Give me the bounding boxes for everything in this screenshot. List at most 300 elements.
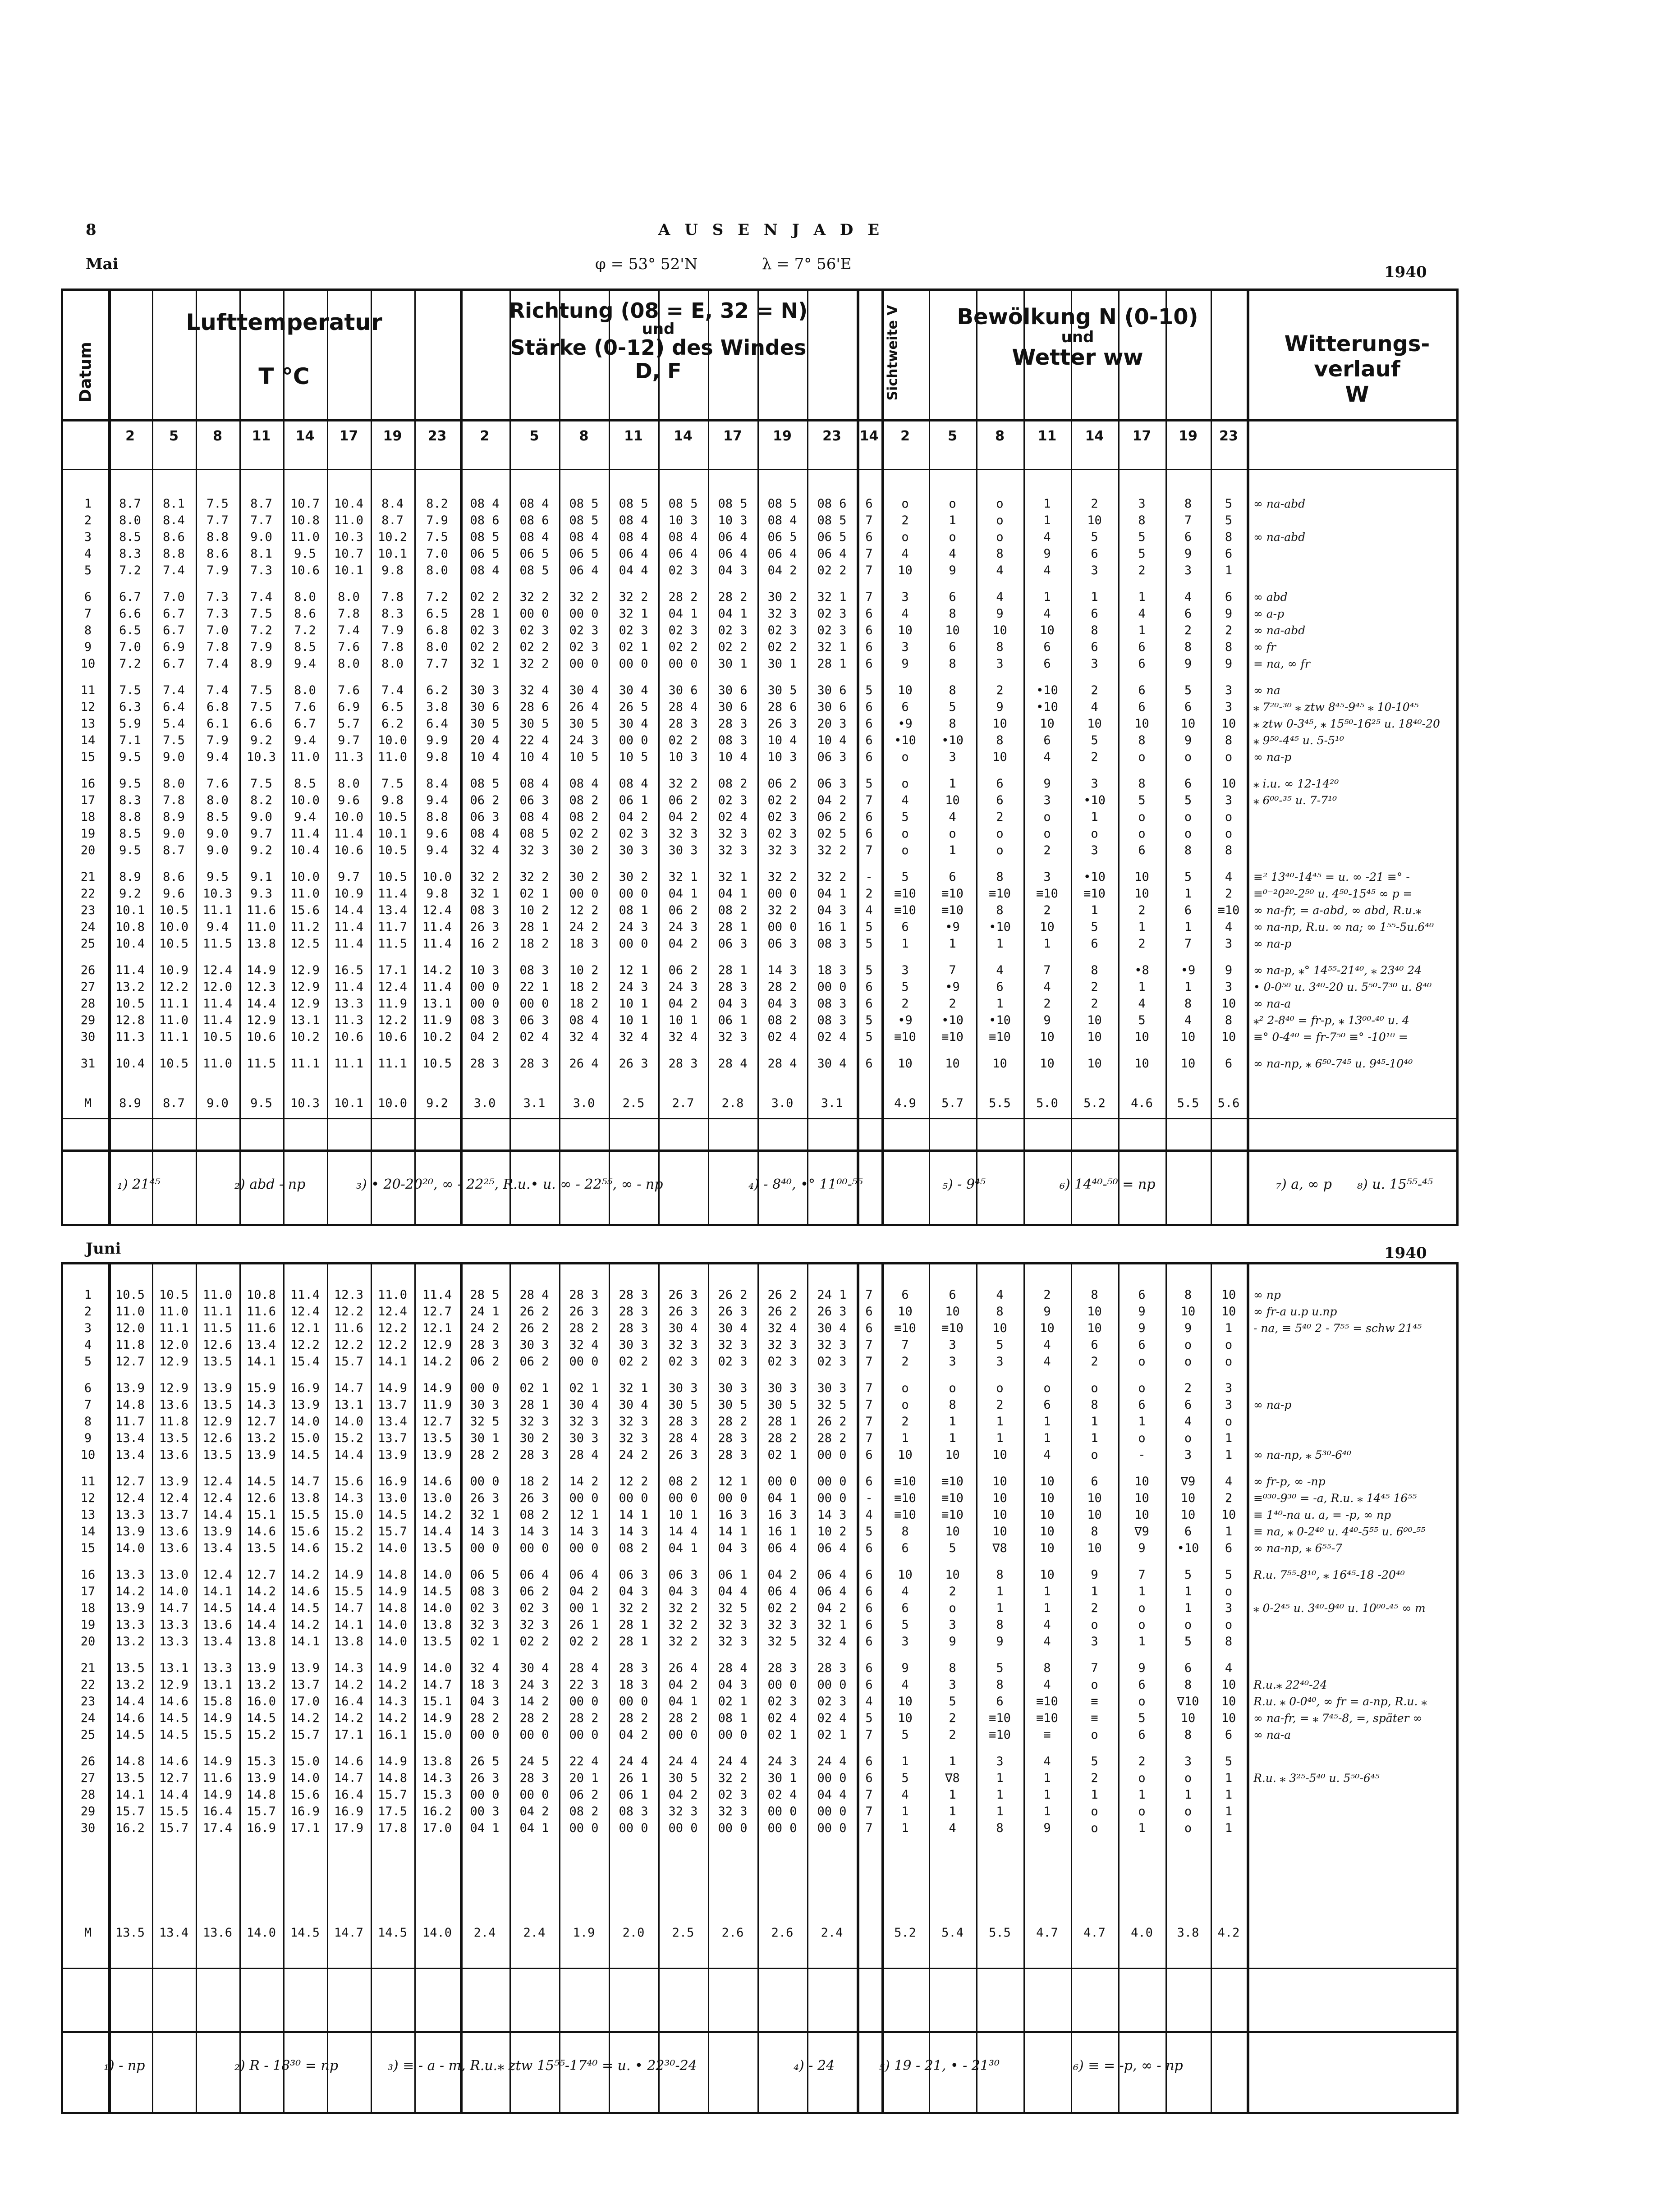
cloud-value: 2 [949,998,956,1010]
temperature-value: 10.5 [159,905,189,916]
cloud-value: o [949,498,956,510]
temperature-value: 8.2 [426,498,448,510]
temperature-value: 10.7 [290,498,320,510]
cloud-value: 10 [945,625,960,637]
temperature-value: 11.9 [377,998,408,1010]
cloud-value: 3 [1225,685,1233,696]
weather-notes: = na, ∞ fr [1253,658,1310,670]
temperature-value: 10.1 [377,828,408,840]
cloud-value: 2 [1225,888,1233,900]
temperature-value: 10.4 [115,938,145,950]
cloud-value: 3 [901,965,909,976]
cloud-value: o [1184,1772,1192,1784]
cloud-value: 5 [1184,685,1192,696]
wind-value: 02 1 [519,888,549,900]
cloud-value: •10 [941,1015,964,1026]
temp-unit: T °C [258,363,310,389]
cloud-value: 9 [996,608,1004,620]
wind-value: 14 3 [519,1526,549,1538]
temperature-value: 6.2 [426,685,448,696]
column-rule [327,291,328,1224]
wind-value: 32 1 [619,608,648,620]
wind-value: 28 2 [519,1713,549,1724]
cloud-value: 10 [992,1058,1007,1070]
temperature-value: 11.0 [290,751,320,763]
day-number: 14 [80,1526,96,1538]
footnote: ₁) 21⁴⁵ [117,1177,161,1192]
temperature-value: 14.2 [422,965,452,976]
wind-value: 00 0 [519,1729,549,1741]
cloud-value: 3 [1225,938,1233,950]
wind-value: 02 3 [767,811,797,823]
temperature-value: 11.0 [334,515,364,527]
wind-value: 02 2 [619,1356,648,1368]
temperature-value: 13.2 [115,981,145,993]
temperature-value: 6.6 [119,608,141,620]
cloud-value: 1 [1225,565,1233,577]
wind-value: 08 5 [519,565,549,577]
temperature-value: 11.1 [159,998,189,1010]
wind-value: 28 1 [519,921,549,933]
cloud-value: 10 [1221,718,1236,730]
weather-notes: ⁎ i.u. ∞ 12-14²⁰ [1253,778,1339,790]
cloud-value: 8 [996,735,1004,746]
cloud-value: 6 [901,701,909,713]
cloud-value: 6 [1138,845,1146,856]
cloud-hour-header: 17 [1132,428,1152,444]
temperature-value: 13.4 [377,1416,408,1428]
footnote: ₇) a, ∞ p [1276,1177,1332,1192]
wind-value: 32 2 [767,905,797,916]
cloud-value: ∇10 [1177,1696,1199,1708]
cloud-value: 6 [1184,531,1192,543]
wind-value: 00 0 [668,1729,698,1741]
temperature-value: 14.6 [246,1526,276,1538]
cloud-value: 3 [949,1619,956,1631]
wind-value: 30 5 [668,1399,698,1411]
cloud-value: 10 [1221,1289,1236,1301]
wind-value: 16 1 [817,921,847,933]
wind-value: 02 3 [767,1696,797,1708]
day-number: 12 [80,1493,96,1504]
cloud-value: 6 [1225,1729,1233,1741]
temp-hour-header: 17 [339,428,358,444]
temperature-value: 13.6 [159,1543,189,1554]
cloud-value: 10 [1040,1323,1055,1334]
temperature-value: 12.9 [290,965,320,976]
cloud-hour-header: 8 [995,428,1005,444]
column-rule [1071,291,1072,1224]
cloud-value: o [1184,1339,1192,1351]
temperature-value: 6.9 [163,641,185,653]
wind-value: 04 1 [470,1823,500,1834]
temperature-value: 7.7 [250,515,272,527]
temperature-value: 11.8 [159,1416,189,1428]
temperature-value: 8.8 [426,811,448,823]
wind-value: 08 3 [470,905,500,916]
cloud-value: 7 [1184,515,1192,527]
cloud-value: 1 [1138,1636,1146,1648]
wind-value: 04 2 [619,811,648,823]
temperature-value: 11.0 [202,1289,233,1301]
temperature-value: 9.4 [294,811,316,823]
cloud-value: 1 [1091,591,1098,603]
cloud-value: 3 [1091,1636,1098,1648]
wind-value: 24 2 [619,1449,648,1461]
temperature-value: 11.4 [202,1015,233,1026]
cloud-value: o [901,1399,909,1411]
temperature-value: 10.8 [115,921,145,933]
mean-cloud: 4.7 [1036,1927,1058,1939]
temperature-value: 10.6 [290,565,320,577]
temperature-value: 14.9 [422,1383,452,1394]
wind-value: 28 1 [817,658,847,670]
cloud-value: 4 [1043,1636,1051,1648]
temperature-value: 14.9 [202,1713,233,1724]
wind-value: 06 4 [817,1569,847,1581]
visibility-value: 6 [865,1323,873,1334]
cloud-value: 9 [1043,1823,1051,1834]
cloud-value: ≡10 [941,1476,964,1488]
wind-value: 02 3 [569,641,599,653]
temperature-value: 13.4 [115,1433,145,1444]
column-rule [1211,291,1212,1224]
wind-value: 10 1 [668,1509,698,1521]
wind-value: 02 5 [817,828,847,840]
temperature-value: 14.8 [377,1772,408,1784]
day-number: 3 [84,531,92,543]
temperature-value: 11.4 [334,938,364,950]
cloud-value: ≡10 [941,1031,964,1043]
temperature-value: 5.7 [338,718,360,730]
cloud-value: 10 [1087,1015,1102,1026]
cloud-value: •10 [941,735,964,746]
temperature-value: 13.9 [159,1476,189,1488]
cloud-hour-header: 19 [1179,428,1198,444]
cloud-value: 10 [1221,778,1236,790]
wind-value: 24 2 [569,921,599,933]
cloud-value: 1 [1225,1772,1233,1784]
wind-value: 30 3 [619,845,648,856]
cloud-value: 2 [996,685,1004,696]
cloud-value: o [1225,1416,1233,1428]
wind-value: 08 6 [470,515,500,527]
cloud-value: 1 [1138,1416,1146,1428]
cloud-value: 6 [1138,641,1146,653]
temperature-value: 10.2 [377,531,408,543]
wind-value: 06 2 [569,1789,599,1801]
wind-value: 02 3 [767,1356,797,1368]
wind-value: 32 3 [718,1619,748,1631]
temperature-value: 9.0 [163,828,185,840]
column-rule [708,1264,709,2112]
weather-notes: ∞ na-p [1253,1399,1292,1411]
temperature-value: 14.6 [159,1756,189,1768]
wind-value: 00 0 [569,1493,599,1504]
wind-value: 06 4 [519,1569,549,1581]
mean-temperature: 8.9 [119,1098,141,1109]
cloud-value: 3 [1043,871,1051,883]
wind-value: 08 3 [817,938,847,950]
wind-value: 30 1 [767,658,797,670]
wind-value: 28 3 [470,1339,500,1351]
wind-value: 30 5 [718,1399,748,1411]
visibility-value: 6 [865,1476,873,1488]
temperature-value: 9.9 [426,735,448,746]
wind-value: 02 4 [718,811,748,823]
wind-value: 26 3 [470,1772,500,1784]
temperature-value: 9.8 [426,751,448,763]
wind-hour-header: 14 [674,428,693,444]
cloud-value: 6 [1138,701,1146,713]
wind-value: 32 4 [470,1662,500,1674]
temperature-value: 7.9 [206,735,229,746]
cloud-value: 4 [1138,608,1146,620]
wind-value: 32 4 [619,1031,648,1043]
column-rule [460,1264,463,2112]
wind-value: 28 4 [519,1289,549,1301]
cloud-value: 1 [1184,1789,1192,1801]
temperature-value: 15.2 [246,1729,276,1741]
cloud-value: o [1184,751,1192,763]
cloud-value: o [1091,828,1098,840]
wind-value: 14 1 [619,1509,648,1521]
temperature-value: 16.9 [290,1806,320,1818]
temperature-value: 10.2 [422,1031,452,1043]
cloud-value: 8 [901,1526,909,1538]
temperature-value: 7.3 [206,591,229,603]
wind-value: 08 5 [569,498,599,510]
temperature-value: 14.5 [159,1729,189,1741]
day-number: 15 [80,1543,96,1554]
wind-value: 28 1 [767,1416,797,1428]
temperature-value: 6.5 [381,701,404,713]
temperature-value: 13.8 [246,1636,276,1648]
cloud-value: 6 [1138,1729,1146,1741]
temperature-value: 16.0 [246,1696,276,1708]
day-number: 11 [80,685,96,696]
wind-value: 04 4 [619,565,648,577]
cloud-value: 3 [1138,498,1146,510]
mean-cloud: 4.2 [1217,1927,1240,1939]
wind-value: 20 4 [470,735,500,746]
cloud-value: 10 [992,718,1007,730]
cloud-value: 9 [949,1636,956,1648]
temperature-value: 15.0 [422,1729,452,1741]
temperature-value: 8.5 [294,778,316,790]
wind-value: 32 3 [470,1619,500,1631]
visibility-value: 6 [865,981,873,993]
footnote: ₄) - 8⁴⁰, •° 11⁰⁰-⁵⁵ [748,1177,863,1192]
column-rule [658,291,660,1224]
cloud-value: 1 [1043,498,1051,510]
wind-value: 28 3 [668,718,698,730]
mean-wind: 2.4 [821,1927,843,1939]
wind-value: 02 3 [817,1356,847,1368]
temperature-value: 14.5 [246,1476,276,1488]
wind-value: 04 3 [619,1586,648,1598]
cloud-value: 1 [1043,1416,1051,1428]
temperature-value: 14.0 [422,1569,452,1581]
visibility-value: 7 [865,591,873,603]
temperature-value: 11.0 [290,531,320,543]
day-number: 20 [80,845,96,856]
cloud-value: 1 [996,1416,1004,1428]
temperature-value: 11.2 [290,921,320,933]
temperature-value: 15.8 [202,1696,233,1708]
cloud-value: 3 [1091,565,1098,577]
wind-value: 08 4 [470,565,500,577]
temperature-value: 8.1 [250,548,272,560]
cloud-value: 2 [1043,845,1051,856]
wind-value: 08 4 [767,515,797,527]
visibility-value: 5 [865,1713,873,1724]
cloud-value: ≡10 [894,1493,916,1504]
cloud-value: 8 [996,641,1004,653]
cloud-value: 10 [1087,1306,1102,1318]
wind-value: 14 3 [767,965,797,976]
temperature-value: 14.5 [290,1449,320,1461]
wind-value: 08 4 [619,778,648,790]
temperature-value: 14.4 [334,1449,364,1461]
temperature-value: 9.7 [338,735,360,746]
cloud-value: 4 [1184,591,1192,603]
day-number: 8 [84,625,92,637]
weather-notes: ∞ na-p [1253,751,1292,763]
cloud-value: 7 [949,965,956,976]
visibility-value: 6 [865,1662,873,1674]
column-rule [414,1264,416,2112]
temperature-value: 12.7 [115,1476,145,1488]
visibility-value: 6 [865,608,873,620]
wind-value: 24 1 [470,1306,500,1318]
cloud-value: ≡ [1091,1696,1098,1708]
wind-value: 30 1 [718,658,748,670]
cloud-value: 2 [949,1713,956,1724]
wind-value: 06 1 [718,1569,748,1581]
column-rule [976,1264,977,2112]
temperature-value: 10.5 [377,871,408,883]
wind-value: 10 3 [470,965,500,976]
temperature-value: 13.7 [159,1509,189,1521]
cloud-value: 2 [1138,905,1146,916]
wind-value: 08 1 [718,1713,748,1724]
mean-label: M [84,1098,92,1109]
temperature-value: 8.0 [426,565,448,577]
cloud-value: o [949,1603,956,1614]
wind-value: 04 3 [767,998,797,1010]
wind-value: 06 5 [569,548,599,560]
temperature-value: 8.0 [206,795,229,806]
cloud-value: 1 [996,1586,1004,1598]
wind-value: 26 2 [519,1306,549,1318]
wind-value: 28 2 [718,591,748,603]
wind-value: 08 5 [470,531,500,543]
wind-value: 02 1 [619,641,648,653]
cloud-value: 1 [996,1433,1004,1444]
cloud-value: o [1138,1356,1146,1368]
wind-value: 32 3 [767,1339,797,1351]
wind-value: 22 4 [569,1756,599,1768]
day-number: 17 [80,1586,96,1598]
cloud-value: 1 [996,1789,1004,1801]
mean-wind: 3.1 [821,1098,843,1109]
column-rule [509,1264,511,2112]
temperature-value: 11.4 [202,998,233,1010]
visibility-value: 5 [865,778,873,790]
wind-value: 02 4 [817,1713,847,1724]
wind-value: 22 4 [519,735,549,746]
temperature-value: 13.6 [159,1526,189,1538]
cloud-value: 3 [901,591,909,603]
temperature-value: 9.5 [206,871,229,883]
cloud-value: o [1225,828,1233,840]
wind-value: 06 4 [817,1543,847,1554]
temperature-value: 15.1 [422,1696,452,1708]
cloud-value: 6 [1138,685,1146,696]
temp-hour-header: 23 [427,428,447,444]
temperature-value: 14.6 [422,1476,452,1488]
cloud-value: 7 [1138,1569,1146,1581]
temperature-value: 11.4 [334,828,364,840]
wind-value: 24 5 [519,1756,549,1768]
wind-value: 30 4 [817,1058,847,1070]
temperature-value: 7.5 [250,701,272,713]
cloud-value: 2 [1138,565,1146,577]
temperature-value: 13.6 [159,1399,189,1411]
cloud-value: 8 [1184,1729,1192,1741]
cloud-value: 10 [1180,1058,1196,1070]
wind-value: 00 0 [817,1806,847,1818]
wind-value: 12 1 [718,1476,748,1488]
temperature-value: 14.3 [334,1662,364,1674]
temperature-value: 16.4 [334,1789,364,1801]
day-number: 28 [80,1789,96,1801]
cloud-value: o [1138,1772,1146,1784]
cloud-value: 6 [1184,701,1192,713]
temperature-value: 12.7 [246,1416,276,1428]
temperature-value: 13.2 [115,1636,145,1648]
temperature-value: 7.7 [206,515,229,527]
wind-value: 00 0 [767,921,797,933]
visibility-value: 7 [865,1383,873,1394]
cloud-value: 1 [949,845,956,856]
wind-value: 00 0 [817,1493,847,1504]
wind-value: 30 3 [718,1383,748,1394]
cloud-value: o [1138,1383,1146,1394]
wind-value: 06 1 [619,1789,648,1801]
temperature-value: 6.7 [163,608,185,620]
wind-value: 02 3 [519,625,549,637]
weather-notes: ⁎ 6⁰⁰-³⁵ u. 7-7¹⁰ [1253,795,1337,806]
wind-value: 30 2 [767,591,797,603]
temperature-value: 12.4 [290,1306,320,1318]
cloud-value: o [1225,1619,1233,1631]
wind-value: 10 2 [569,965,599,976]
cloud-value: 10 [1040,625,1055,637]
wind-value: 02 1 [470,1636,500,1648]
temperature-value: 10.5 [422,1058,452,1070]
mean-temperature: 8.7 [163,1098,185,1109]
temperature-value: 8.0 [294,591,316,603]
temperature-value: 9.4 [426,795,448,806]
temperature-value: 8.8 [163,548,185,560]
wind-value: 32 2 [619,591,648,603]
cloud-value: 2 [1043,998,1051,1010]
cloud-value: 8 [996,1823,1004,1834]
cloud-value: ∇8 [945,1772,960,1784]
wind-value: 00 0 [519,998,549,1010]
